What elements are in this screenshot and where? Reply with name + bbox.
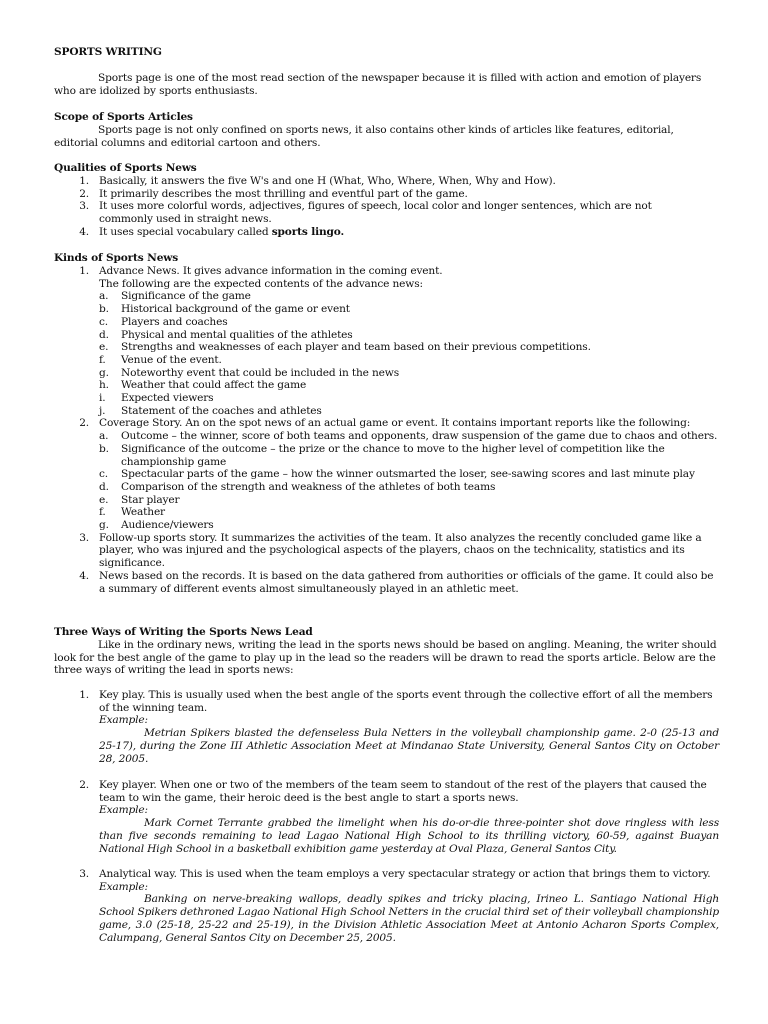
- list-item: a. Outcome – the winner, score of both teams and opponents, draw suspension of the game due to chaos and others.: [99, 430, 718, 443]
- list-item: 2. Coverage Story. An on the spot news of an actual game or event. It contains important reports like the following:: [79, 417, 691, 430]
- page-title: SPORTS WRITING: [54, 46, 162, 58]
- list-item: h. Weather that could affect the game: [99, 379, 307, 392]
- example-text: Metrian Spikers blasted the defenseless Bula Netters in the volleyball championship game. 2-0 (25-13 and 25-17), during the Zone III Athletic Association Meet at Mindanao State University, General Santos City on October 28, 2005.: [99, 727, 719, 765]
- kinds-heading: Kinds of Sports News: [54, 252, 179, 264]
- list-item: i. Expected viewers: [99, 392, 214, 405]
- lead-way-1: 1. Key play. This is usually used when the best angle of the sports event through the collective effort of all the members of the winning team. Example: Metrian Spikers blasted the defenseless Bula Netters in the volleyball championship game. 2-0 (25-13 and 25-17), during the Zone III Athletic Association Meet at Mindanao State University, General Santos City on October 28, 2005.: [54, 689, 719, 765]
- scope-heading: Scope of Sports Articles: [54, 111, 193, 123]
- list-item: g. Noteworthy event that could be included in the news: [99, 366, 399, 379]
- list-item: 1. Basically, it answers the five W's and one H (What, Who, Where, When, Why and How).: [79, 175, 556, 187]
- example-text: Banking on nerve-breaking wallops, deadly spikes and tricky placing, Irineo L. Santiago National High School Spikers dethroned Lagao National High School Netters in the crucial third set of their volleyball championship game, 3.0 (25-18, 25-22 and 25-19), in the Division Athletic Association Meet at Antonio Acharon Sports Complex, Calumpang, General Santos City on December 25, 2005.: [99, 893, 719, 944]
- list-item: f. Venue of the event.: [99, 353, 222, 366]
- kinds-list: [54, 265, 719, 595]
- list-item: d. Physical and mental qualities of the athletes: [99, 328, 353, 341]
- example-text: Mark Cornet Terrante grabbed the limelight when his do-or-die three-pointer shot dove ringless with less than five seconds remaining to lead Lagao National High School to its thrilling victory, 60-59, against Buayan National High School in a basketball exhibition game yesterday at Oval Plaza, General Santos City.: [99, 817, 719, 855]
- example-label: Example:: [99, 880, 148, 893]
- lead-way-3: 3. Analytical way. This is used when the team employs a very spectacular strategy or action that brings them to victory. Example: Banking on nerve-breaking wallops, deadly spikes and tricky placing, Irineo L. Santiago National High School Spikers dethroned Lagao National High School Netters in the crucial third set of their volleyball championship game, 3.0 (25-18, 25-22 and 25-19), in the Division Athletic Association Meet at Antonio Acharon Sports Complex, Calumpang, General Santos City on December 25, 2005.: [54, 868, 719, 944]
- list-item: 3. Follow-up sports story. It summarizes the activities of the team. It also analyzes the recently concluded game like a player, who was injured and the psychological aspects of the players, chaos on the technicality, statistics and its significance.: [79, 531, 702, 570]
- lead-way-2: 2. Key player. When one or two of the members of the team seem to standout of the rest of the players that caused the team to win the game, their heroic deed is the best angle to start a sports news. Example: Mark Cornet Terrante grabbed the limelight when his do-or-die three-pointer shot dove ringless with less than five seconds remaining to lead Lagao National High School to its thrilling victory, 60-59, against Buayan National High School in a basketball exhibition game yesterday at Oval Plaza, General Santos City.: [54, 779, 719, 855]
- list-item: j. Statement of the coaches and athletes: [99, 404, 322, 417]
- list-item: c. Spectacular parts of the game – how the winner outsmarted the loser, see-sawing scores and last minute play: [99, 468, 695, 481]
- list-item: 1. Advance News. It gives advance information in the coming event.: [79, 265, 443, 277]
- lead-heading: Three Ways of Writing the Sports News Lead: [54, 626, 313, 638]
- list-item: f. Weather: [99, 506, 165, 519]
- list-item: a. Significance of the game: [99, 290, 251, 303]
- example-label: Example:: [99, 804, 148, 817]
- example-label: Example:: [99, 714, 148, 727]
- list-item: e. Star player: [99, 493, 180, 506]
- list-item: 3. It uses more colorful words, adjectives, figures of speech, local color and longer sentences, which are not commonly used in straight news.: [79, 200, 652, 226]
- scope-paragraph: Sports page is not only confined on sports news, it also contains other kinds of articles like features, editorial, editorial columns and editorial cartoon and others.: [54, 124, 674, 149]
- list-item: 2. It primarily describes the most thrilling and eventful part of the game.: [79, 187, 468, 200]
- list-item: d. Comparison of the strength and weakness of the athletes of both teams: [99, 480, 496, 493]
- list-item: g. Audience/viewers: [99, 519, 214, 532]
- list-item: b. Historical background of the game or event: [99, 303, 350, 316]
- qualities-heading: Qualities of Sports News: [54, 162, 197, 174]
- list-item: 4. It uses special vocabulary called sports lingo.: [79, 225, 345, 238]
- list-item: 4. News based on the records. It is based on the data gathered from authorities or officials of the game. It could also be a summary of different events almost simultaneously played in an athletic meet.: [79, 569, 714, 595]
- advance-sub-intro: The following are the expected contents of the advance news:: [99, 277, 423, 290]
- intro-paragraph: Sports page is one of the most read section of the newspaper because it is filled with action and emotion of players who are idolized by sports enthusiasts.: [54, 72, 702, 97]
- lead-intro: Like in the ordinary news, writing the lead in the sports news should be based on angling. Meaning, the writer should look for the best angle of the game to play up in the lead so the readers will be drawn to read the sports article. Below are the three ways of writing the lead in sports news:: [54, 639, 717, 677]
- list-item: b. Significance of the outcome – the prize or the chance to move to the higher level of competition like the championship game: [99, 442, 665, 468]
- list-item: e. Strengths and weaknesses of each player and team based on their previous competitions.: [99, 341, 591, 354]
- list-item: c. Players and coaches: [99, 315, 228, 328]
- qualities-list: [54, 175, 719, 239]
